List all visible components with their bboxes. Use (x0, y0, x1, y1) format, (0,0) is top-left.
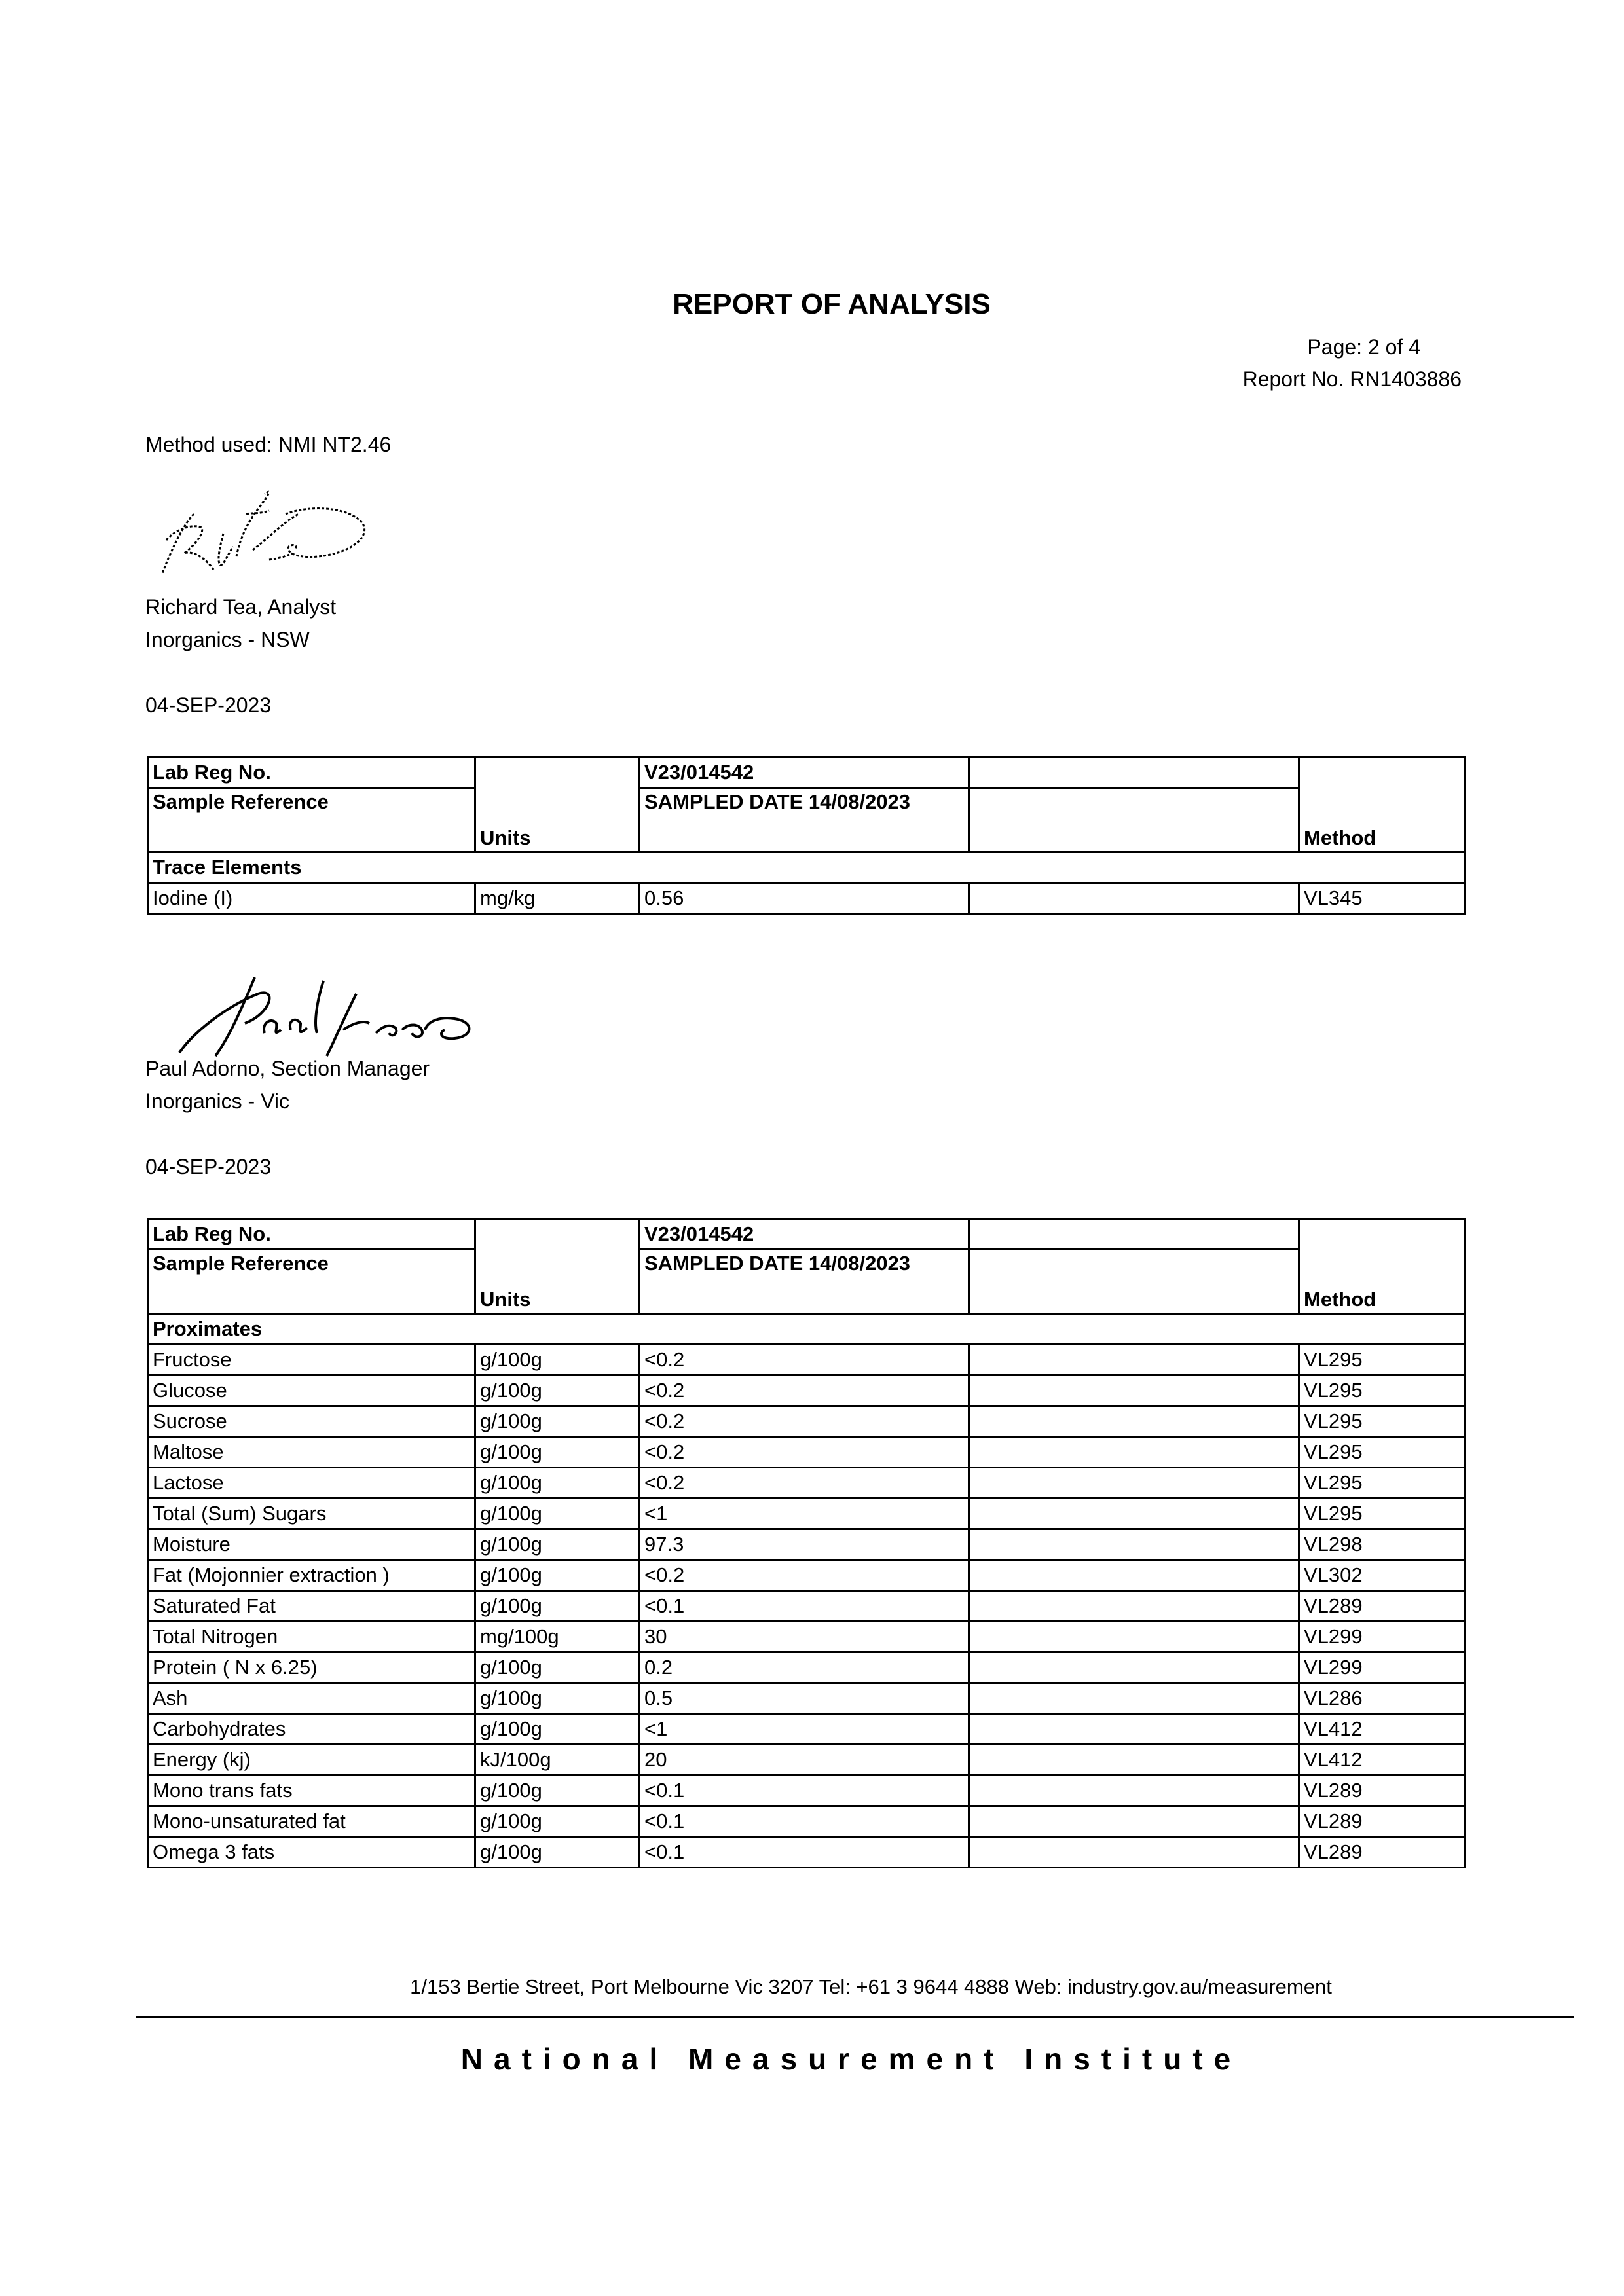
table-row (148, 1591, 1466, 1622)
analyte-cell: Lactose (148, 1468, 475, 1499)
unit-cell: g/100g (475, 1560, 640, 1591)
analyte-cell: Moisture (148, 1529, 475, 1560)
table-row (148, 1652, 1466, 1683)
analyte-cell: Fructose (148, 1345, 475, 1376)
report-title: REPORT OF ANALYSIS (673, 288, 991, 320)
table-row (148, 1376, 1466, 1406)
unit-cell: g/100g (475, 1714, 640, 1745)
table-row (148, 883, 1466, 914)
unit-cell: g/100g (475, 1837, 640, 1868)
proximates-table (147, 1218, 1466, 1868)
method-cell: VL299 (1299, 1622, 1466, 1652)
method-cell: VL299 (1299, 1652, 1466, 1683)
unit-cell: g/100g (475, 1437, 640, 1468)
analyte-cell: Protein ( N x 6.25) (148, 1652, 475, 1683)
value-cell: 20 (640, 1745, 969, 1776)
method-cell: VL286 (1299, 1683, 1466, 1714)
institute-name: National Measurement Institute (460, 2042, 1242, 2076)
value-cell: <0.2 (640, 1468, 969, 1499)
unit-cell: g/100g (475, 1499, 640, 1529)
table1-body (148, 883, 1466, 914)
value-cell: <0.2 (640, 1437, 969, 1468)
empty-cell (969, 1745, 1299, 1776)
empty-cell (969, 1560, 1299, 1591)
analyte-cell: Total Nitrogen (148, 1622, 475, 1652)
lab-reg-label: Lab Reg No. (148, 757, 475, 788)
table-row (148, 1622, 1466, 1652)
empty-cell (969, 1806, 1299, 1837)
value-cell: <0.1 (640, 1837, 969, 1868)
value-cell: <1 (640, 1499, 969, 1529)
empty-cell (969, 757, 1299, 788)
value-cell: <0.1 (640, 1776, 969, 1806)
section-row (148, 1314, 1466, 1345)
section-row (148, 852, 1466, 883)
method-header: Method (1299, 1219, 1466, 1314)
method-cell: VL412 (1299, 1745, 1466, 1776)
analyte-cell: Iodine (I) (148, 883, 475, 914)
method-cell: VL295 (1299, 1468, 1466, 1499)
table-row (148, 1529, 1466, 1560)
table-row (148, 1714, 1466, 1745)
unit-cell: g/100g (475, 1468, 640, 1499)
empty-cell (969, 1345, 1299, 1376)
table-row (148, 1468, 1466, 1499)
signatory2-name: Paul Adorno, Section Manager (145, 1057, 430, 1080)
analyte-cell: Total (Sum) Sugars (148, 1499, 475, 1529)
value-cell: 0.2 (640, 1652, 969, 1683)
table-row (148, 1837, 1466, 1868)
value-cell: 0.5 (640, 1683, 969, 1714)
sample-ref-value: SAMPLED DATE 14/08/2023 (640, 788, 969, 852)
signature-richard-tea (155, 488, 371, 586)
lab-reg-label: Lab Reg No. (148, 1219, 475, 1250)
unit-cell: mg/kg (475, 883, 640, 914)
analyte-cell: Fat (Mojonnier extraction ) (148, 1560, 475, 1591)
value-cell: <0.1 (640, 1591, 969, 1622)
unit-cell: g/100g (475, 1591, 640, 1622)
table-row (148, 1437, 1466, 1468)
method-cell: VL298 (1299, 1529, 1466, 1560)
empty-cell (969, 1250, 1299, 1314)
unit-cell: g/100g (475, 1406, 640, 1437)
method-cell: VL289 (1299, 1591, 1466, 1622)
empty-cell (969, 1714, 1299, 1745)
empty-cell (969, 1499, 1299, 1529)
lab-reg-value: V23/014542 (640, 1219, 969, 1250)
unit-cell: mg/100g (475, 1622, 640, 1652)
value-cell: <0.2 (640, 1560, 969, 1591)
header-row-lab-reg (148, 1219, 1466, 1250)
method-cell: VL345 (1299, 883, 1466, 914)
table-row (148, 1806, 1466, 1837)
empty-cell (969, 1591, 1299, 1622)
value-cell: <0.1 (640, 1806, 969, 1837)
section-label: Proximates (148, 1314, 1466, 1345)
analyte-cell: Maltose (148, 1437, 475, 1468)
signatory1-date: 04-SEP-2023 (145, 693, 272, 717)
table-row (148, 1560, 1466, 1591)
empty-cell (969, 1622, 1299, 1652)
header-row-lab-reg (148, 757, 1466, 788)
empty-cell (969, 1837, 1299, 1868)
table-row (148, 1406, 1466, 1437)
method-cell: VL295 (1299, 1376, 1466, 1406)
signatory2-dept: Inorganics - Vic (145, 1089, 289, 1113)
value-cell: <0.2 (640, 1345, 969, 1376)
method-cell: VL295 (1299, 1345, 1466, 1376)
empty-cell (969, 1652, 1299, 1683)
empty-cell (969, 1683, 1299, 1714)
value-cell: <1 (640, 1714, 969, 1745)
footer-divider (136, 2016, 1574, 2018)
page-number: Page: 2 of 4 (1307, 335, 1420, 359)
analyte-cell: Sucrose (148, 1406, 475, 1437)
analyte-cell: Omega 3 fats (148, 1837, 475, 1868)
sample-ref-label: Sample Reference (148, 788, 475, 852)
header-row-sample-ref (148, 788, 1466, 852)
empty-cell (969, 1376, 1299, 1406)
signatory2-date: 04-SEP-2023 (145, 1155, 272, 1178)
empty-cell (969, 788, 1299, 852)
method-cell: VL289 (1299, 1776, 1466, 1806)
analyte-cell: Mono trans fats (148, 1776, 475, 1806)
value-cell: <0.2 (640, 1406, 969, 1437)
value-cell: 0.56 (640, 883, 969, 914)
unit-cell: g/100g (475, 1776, 640, 1806)
sample-ref-label: Sample Reference (148, 1250, 475, 1314)
unit-cell: kJ/100g (475, 1745, 640, 1776)
value-cell: <0.2 (640, 1376, 969, 1406)
empty-cell (969, 1219, 1299, 1250)
method-cell: VL412 (1299, 1714, 1466, 1745)
trace-elements-table (147, 756, 1466, 915)
analyte-cell: Mono-unsaturated fat (148, 1806, 475, 1837)
empty-cell (969, 1406, 1299, 1437)
empty-cell (969, 1468, 1299, 1499)
unit-cell: g/100g (475, 1376, 640, 1406)
method-cell: VL289 (1299, 1837, 1466, 1868)
method-cell: VL295 (1299, 1437, 1466, 1468)
empty-cell (969, 883, 1299, 914)
header-row-sample-ref (148, 1250, 1466, 1314)
table-row (148, 1499, 1466, 1529)
report-number: Report No. RN1403886 (1242, 367, 1462, 391)
units-header: Units (475, 757, 640, 852)
sample-ref-value: SAMPLED DATE 14/08/2023 (640, 1250, 969, 1314)
method-header: Method (1299, 757, 1466, 852)
method-cell: VL295 (1299, 1499, 1466, 1529)
method-cell: VL295 (1299, 1406, 1466, 1437)
table-row (148, 1776, 1466, 1806)
empty-cell (969, 1776, 1299, 1806)
signatory1-dept: Inorganics - NSW (145, 628, 310, 651)
section-label: Trace Elements (148, 852, 1466, 883)
unit-cell: g/100g (475, 1683, 640, 1714)
value-cell: 30 (640, 1622, 969, 1652)
lab-reg-value: V23/014542 (640, 757, 969, 788)
analyte-cell: Saturated Fat (148, 1591, 475, 1622)
unit-cell: g/100g (475, 1806, 640, 1837)
unit-cell: g/100g (475, 1652, 640, 1683)
analyte-cell: Ash (148, 1683, 475, 1714)
unit-cell: g/100g (475, 1345, 640, 1376)
method-cell: VL289 (1299, 1806, 1466, 1837)
empty-cell (969, 1529, 1299, 1560)
analyte-cell: Energy (kj) (148, 1745, 475, 1776)
table-row (148, 1745, 1466, 1776)
table2-body (148, 1345, 1466, 1868)
analyte-cell: Glucose (148, 1376, 475, 1406)
value-cell: 97.3 (640, 1529, 969, 1560)
analyte-cell: Carbohydrates (148, 1714, 475, 1745)
footer-address: 1/153 Bertie Street, Port Melbourne Vic 3207 Tel: +61 3 9644 4888 Web: industry.gov.au/measurement (410, 1975, 1332, 1998)
method-used: Method used: NMI NT2.46 (145, 433, 392, 456)
empty-cell (969, 1437, 1299, 1468)
method-cell: VL302 (1299, 1560, 1466, 1591)
units-header: Units (475, 1219, 640, 1314)
table-row (148, 1345, 1466, 1376)
table-row (148, 1683, 1466, 1714)
unit-cell: g/100g (475, 1529, 640, 1560)
signatory1-name: Richard Tea, Analyst (145, 595, 337, 619)
